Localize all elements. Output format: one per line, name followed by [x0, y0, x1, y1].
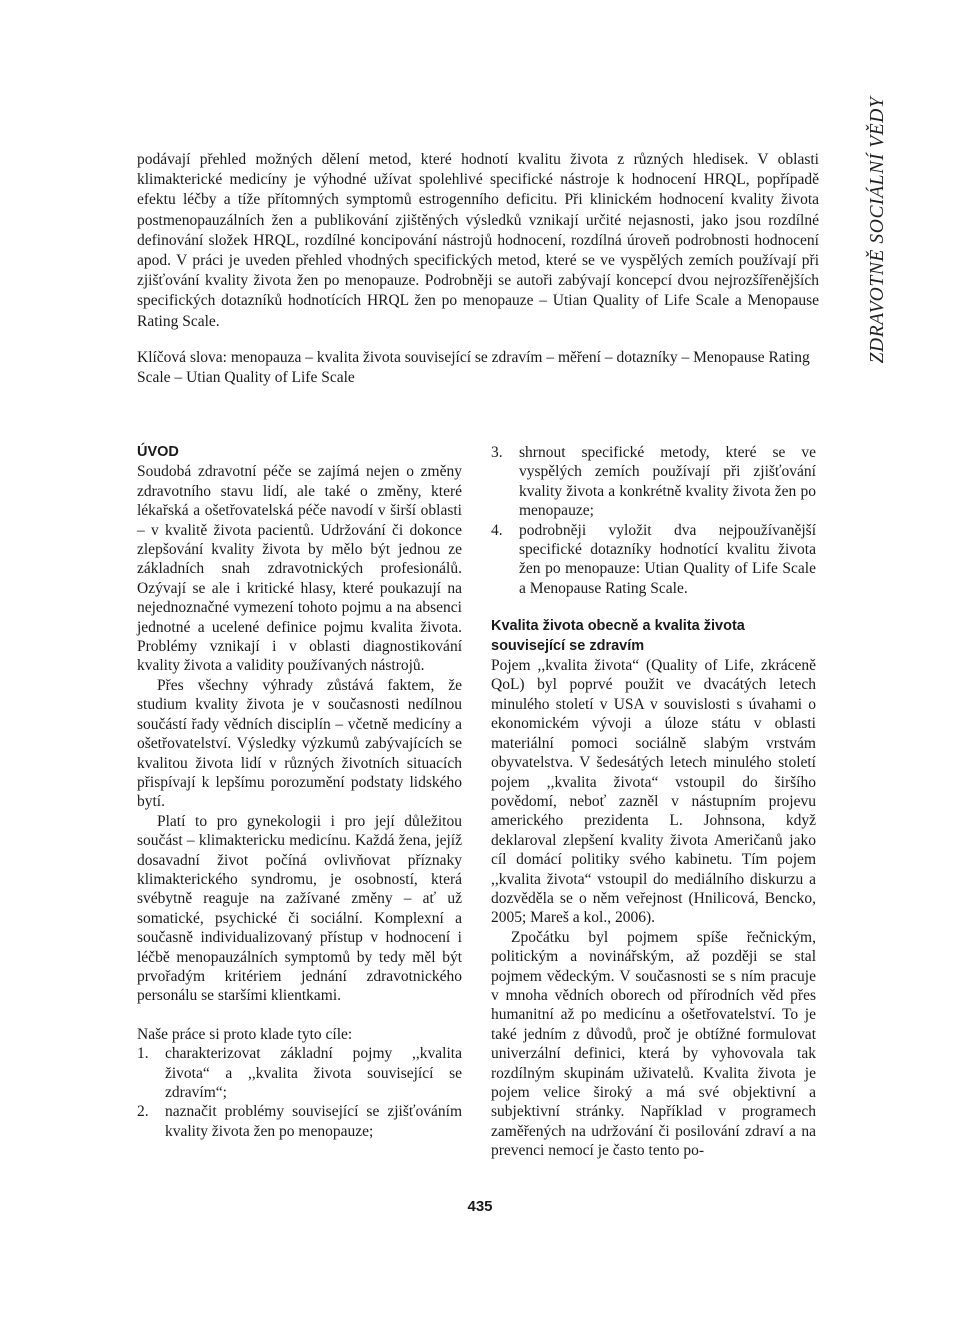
- section-title: ZDRAVOTNĚ SOCIÁLNÍ VĚDY: [867, 96, 888, 364]
- intro-paragraph-3: Platí to pro gynekologii i pro její důležitou součást – klimaktericku medicínu. Každá žena, jejíž dosavadní život počíná ovlivňovat příznaky klimakterického syndromu, je osobností, která svébytně reaguje na zažívané změny – ať už somatické, psychické či sociální. Komplexní a současně individualizovaný přístup v hodnocení i léčbě menopauzálních symptomů by tedy měl být prvořadým kritériem jednání zdravotnického personálu se staršími klientkami.: [137, 812, 462, 1005]
- intro-paragraph-2: Přes všechny výhrady zůstává faktem, že studium kvality života je v současnosti nedílnou součástí řady vědních disciplín – včetně medicíny a ošetřovatelství. Výsledky výzkumů zabývajících se kvalitou života lidí v různých životních situacích přispívají k lepšímu porozumění podstaty lidského bytí.: [137, 676, 462, 811]
- aims-intro: Naše práce si proto klade tyto cíle:: [137, 1025, 353, 1043]
- list-item: 2. naznačit problémy související se zjišťováním kvality života žen po menopauze;: [137, 1103, 462, 1140]
- right-column: [491, 443, 816, 1161]
- aims-list-left: [137, 1044, 462, 1141]
- abstract-text: podávají přehled možných dělení metod, které hodnotí kvalitu života z různých hledisek. V oblasti klimakterické medicíny je výhodné užívat spolehlivé specifické nástroje k hodnocení HRQL, popřípadě efektu léčby a tíže přítomných symptomů estrogenního deficitu. Při klinickém hodnocení kvality života postmenopauzálních žen a publikování zjištěných výsledků vznikají určité nejasnosti, jako jsou rozdílné definování složek HRQL, rozdílné koncipování nástrojů hodnocení, rozdílná úroveň podrobnosti hodnocení apod. V práci je uveden přehled vhodných specifických metod, které se ve vyspělých zemích používají při zjišťování kvality života žen po menopauze. Podrobněji se autoři zabývají koncepcí dvou nejrozšířenějších specifických dotazníků hodnotících HRQL žen po menopauze – Utian Quality of Life Scale a Menopause Rating Scale.: [137, 151, 819, 330]
- page-number: 435: [467, 1198, 493, 1215]
- list-item: 1. charakterizovat základní pojmy ,,kvalita života“ a ,,kvalita života související se zdravím“;: [137, 1045, 462, 1101]
- intro-paragraph-1: Soudobá zdravotní péče se zajímá nejen o změny zdravotního stavu lidí, ale také o změny, které lékařská a ošetřovatelská péče navodí v širší oblasti – v kvalitě života pacientů. Udržování či dokonce zlepšování kvality života by mělo být jednou ze základních snah zdravotnických profesionálů. Ozývají se ale i kritické hlasy, které poukazují na nejednoznačné vymezení tohoto pojmu a na absenci jednotné a ucelené definice pojmu kvalita života. Problémy vznikají i v oblasti diagnostikování kvality života a validity používaných nástrojů.: [137, 463, 462, 675]
- qol-paragraph-2: Zpočátku byl pojmem spíše řečnickým, politickým a novinářským, až později se stal pojmem vědeckým. V současnosti se s ním pracuje v mnoha vědních oborech od přírodních věd přes humanitní až po medicínu a ošetřovatelství. To je také jedním z důvodů, proč je obtížné formulovat univerzální definici, která by vyhovovala tak rozdílným skupinám uživatelů. Kvalita života je pojem velice široký a má své objektivní a subjektivní stránky. Například v programech zaměřených na udržování či posilování zdraví a na prevenci nemocí je často tento po-: [491, 928, 816, 1160]
- qol-paragraph-1: Pojem ,,kvalita života“ (Quality of Life, zkráceně QoL) byl poprvé použit ve dvacátých letech minulého století v USA v souvislosti s úvahami o ekonomickém vývoji a úloze státu v oblasti materiální pomoci sociálně slabým vrstvám obyvatelstva. V šedesátých letech minulého století pojem ,,kvalita života“ vstoupil do širšího povědomí, neboť zazněl v nástupním projevu amerického prezidenta L. Johnsona, když deklaroval zlepšení kvality života Američanů jako cíl domácí politiky svého kabinetu. Tím pojem ,,kvalita života“ vstoupil do mediálního diskurzu a dozvěděla se o něm veřejnost (Hnilicová, Bencko, 2005; Mareš a kol., 2006).: [491, 657, 816, 927]
- left-column: [137, 443, 462, 1141]
- list-item: 3. shrnout specifické metody, které se ve vyspělých zemích používají při zjišťování kvality života a konkrétně kvality života žen po menopauze;: [491, 444, 816, 520]
- aims-list-right: [491, 443, 816, 598]
- keywords: Klíčová slova: menopauza – kvalita života související se zdravím – měření – dotazníky – Menopause Rating Scale – Utian Quality of Life Scale: [137, 349, 810, 387]
- journal-section-label: [848, 70, 908, 390]
- list-item: 4. podrobněji vyložit dva nejpoužívanější specifické dotazníky hodnotící kvalitu života žen po menopauze: Utian Quality of Life Scale a Menopause Rating Scale.: [491, 521, 816, 597]
- section-heading: Kvalita života obecně a kvalita života související se zdravím: [491, 618, 745, 654]
- intro-heading: ÚVOD: [137, 444, 179, 460]
